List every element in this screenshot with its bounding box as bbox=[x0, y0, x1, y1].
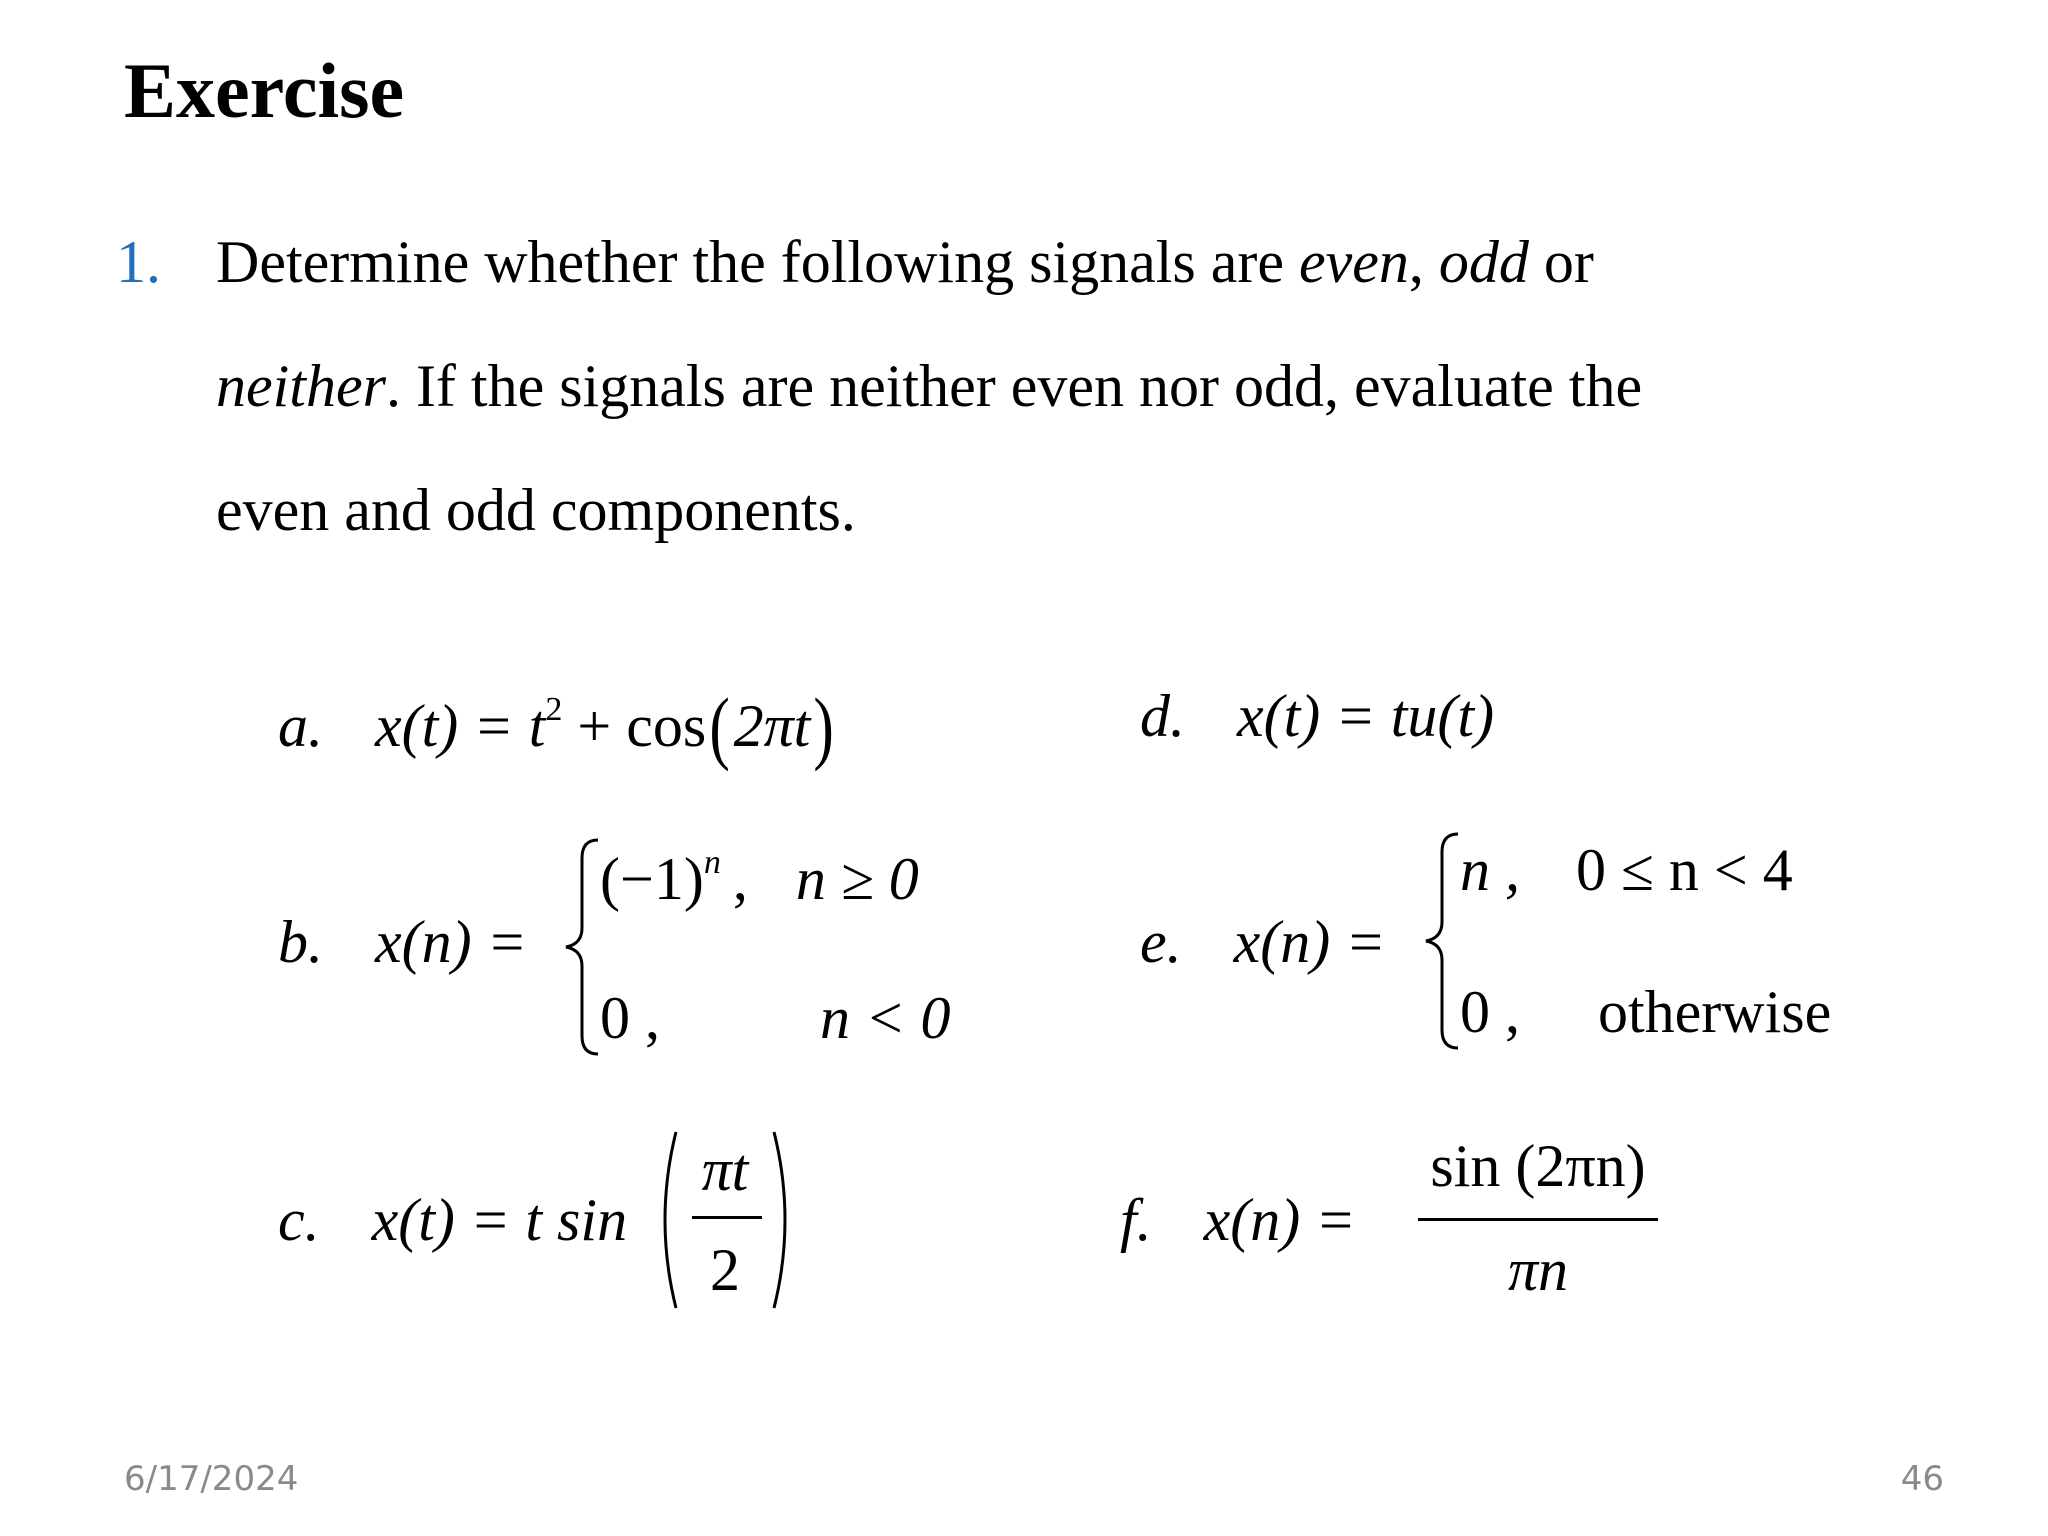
problem-f-denominator: πn bbox=[1507, 1237, 1569, 1303]
problem-b-brace bbox=[560, 836, 604, 1058]
problem-c-denominator: 2 bbox=[710, 1237, 740, 1303]
question-line-2: neither. If the signals are neither even nor odd, evaluate the bbox=[216, 353, 1643, 419]
problem-f-fraction-bar bbox=[1418, 1218, 1658, 1221]
problem-c-lhs: c. x(t) = t sin bbox=[278, 1187, 628, 1253]
problem-f-numerator: sin (2πn) bbox=[1430, 1133, 1646, 1199]
problem-c-numerator: πt bbox=[701, 1137, 749, 1203]
problem-e-case-1: n , 0 ≤ n < 4 bbox=[1460, 837, 1793, 903]
problem-e-case-2: 0 , otherwise bbox=[1460, 979, 1832, 1045]
slide-title: Exercise bbox=[124, 47, 405, 134]
page-number: 46 bbox=[1900, 1459, 1944, 1499]
problem-e-lhs: e. x(n) = bbox=[1140, 909, 1386, 975]
problem-b-case-1: $(-1)^n$ , n ≥ 0 bbox=[600, 844, 919, 912]
question-line-1: Determine whether the following signals are even, odd or bbox=[216, 229, 1594, 295]
problem-b-case-2: 0 , n < 0 bbox=[600, 985, 951, 1051]
problem-a: a. $x(t) = t^2 + \cos(2\pi t)$ bbox=[278, 681, 835, 772]
question-line-3: even and odd components. bbox=[216, 477, 856, 543]
problem-d: d. x(t) = tu(t) bbox=[1140, 683, 1495, 749]
problem-f-lhs: f. x(n) = bbox=[1120, 1187, 1356, 1253]
footer-date: 6/17/2024 bbox=[124, 1459, 299, 1499]
problem-c-fraction-bar bbox=[692, 1216, 762, 1219]
question-number: 1. bbox=[116, 229, 161, 295]
problem-b-lhs: b. x(n) = bbox=[278, 909, 528, 975]
problem-e-brace bbox=[1420, 830, 1464, 1052]
